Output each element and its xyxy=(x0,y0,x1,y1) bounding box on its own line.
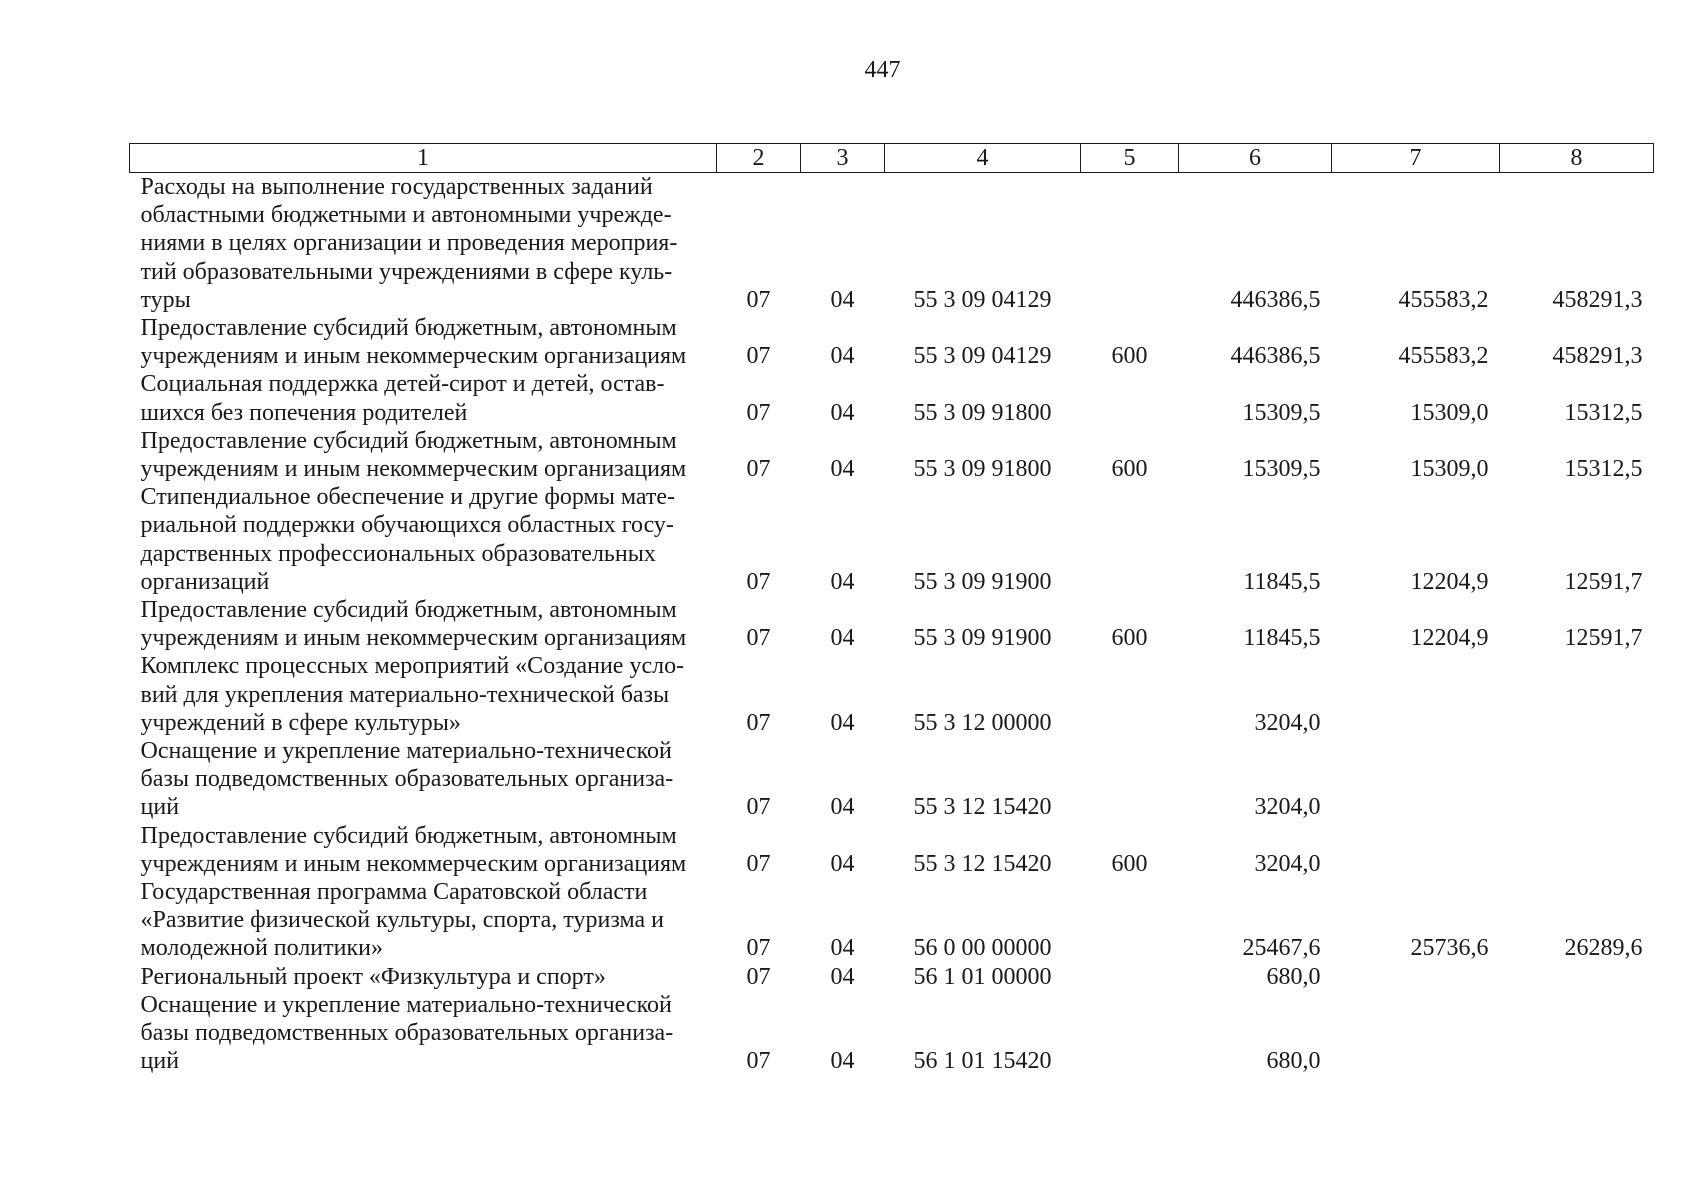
row-sum-2 xyxy=(1332,652,1500,737)
row-name: Расходы на выполнение государственных заданий областными бюджетными и автономными учрежде- ниями в целях организации и проведения мероприя- тий образовательными учреждениями в сфере куль- туры xyxy=(140,174,678,313)
row-pr: 04 xyxy=(830,794,855,821)
table-row xyxy=(130,596,1654,652)
row-rz: 07 xyxy=(746,399,771,426)
row-sum-3: 12591,7 xyxy=(1564,568,1643,595)
table-row xyxy=(130,737,1654,822)
row-sum-1: 3204,0 xyxy=(1254,794,1321,821)
row-pr: 04 xyxy=(830,963,855,990)
header-col-2: 2 xyxy=(717,144,801,173)
row-rz: 07 xyxy=(746,568,771,595)
header-col-4: 4 xyxy=(885,144,1081,173)
row-sum-1: 446386,5 xyxy=(1230,343,1321,370)
row-sum-3: 458291,3 xyxy=(1552,343,1643,370)
row-vr xyxy=(1081,173,1179,315)
row-sum-1: 25467,6 xyxy=(1242,935,1321,962)
row-sum-3: 458291,3 xyxy=(1552,286,1643,313)
row-rz: 07 xyxy=(746,794,771,821)
row-csr: 55 3 09 04129 xyxy=(913,286,1052,313)
row-name: Предоставление субсидий бюджетным, автономным учреждениям и иным некоммерческим организациям xyxy=(140,597,687,652)
row-rz: 07 xyxy=(746,625,771,652)
row-sum-1: 11845,5 xyxy=(1243,568,1321,595)
table-row xyxy=(130,963,1654,991)
row-sum-2: 455583,2 xyxy=(1398,286,1489,313)
row-sum-1: 15309,5 xyxy=(1242,399,1321,426)
row-pr: 04 xyxy=(830,399,855,426)
page-number: 447 xyxy=(864,57,901,83)
row-rz: 07 xyxy=(746,343,771,370)
row-vr xyxy=(1081,370,1179,426)
row-sum-1: 680,0 xyxy=(1266,1048,1321,1075)
row-pr: 04 xyxy=(830,568,855,595)
table-row xyxy=(130,173,1654,315)
row-name: Государственная программа Саратовской области «Развитие физической культуры, спорта, туризма и молодежной политики» xyxy=(140,879,664,962)
row-sum-1: 11845,5 xyxy=(1243,625,1321,652)
row-sum-2: 12204,9 xyxy=(1410,625,1489,652)
row-rz: 07 xyxy=(746,456,771,483)
row-csr: 55 3 12 00000 xyxy=(913,709,1052,736)
table-body xyxy=(130,173,1654,1076)
row-csr: 56 1 01 15420 xyxy=(913,1048,1052,1075)
header-col-1: 1 xyxy=(130,144,717,173)
row-vr xyxy=(1081,652,1179,737)
row-name: Региональный проект «Физкультура и спорт» xyxy=(140,963,606,990)
row-rz: 07 xyxy=(746,935,771,962)
row-csr: 55 3 09 91900 xyxy=(913,625,1052,652)
row-sum-3: 26289,6 xyxy=(1564,935,1643,962)
row-sum-3 xyxy=(1500,822,1654,878)
row-sum-3 xyxy=(1500,991,1654,1076)
row-sum-2 xyxy=(1332,822,1500,878)
row-pr: 04 xyxy=(830,456,855,483)
row-vr xyxy=(1081,483,1179,596)
row-pr: 04 xyxy=(830,935,855,962)
row-name: Предоставление субсидий бюджетным, автономным учреждениям и иным некоммерческим организациям xyxy=(140,315,687,370)
row-csr: 55 3 12 15420 xyxy=(913,850,1052,877)
row-sum-2: 12204,9 xyxy=(1410,568,1489,595)
row-sum-1: 446386,5 xyxy=(1230,286,1321,313)
table-row xyxy=(130,314,1654,370)
header-col-7: 7 xyxy=(1332,144,1500,173)
row-sum-3: 15312,5 xyxy=(1564,456,1643,483)
row-sum-1: 3204,0 xyxy=(1254,709,1321,736)
row-name: Оснащение и укрепление материально-технической базы подведомственных образовательных организа- ций xyxy=(140,991,674,1075)
row-csr: 55 3 09 04129 xyxy=(913,343,1052,370)
row-csr: 55 3 12 15420 xyxy=(913,794,1052,821)
row-name: Предоставление субсидий бюджетным, автономным учреждениям и иным некоммерческим организациям xyxy=(140,822,687,877)
row-name: Оснащение и укрепление материально-технической базы подведомственных образовательных организа- ций xyxy=(140,738,674,821)
row-pr: 04 xyxy=(830,850,855,877)
row-csr: 56 1 01 00000 xyxy=(913,963,1052,990)
row-csr: 55 3 09 91800 xyxy=(913,456,1052,483)
row-sum-1: 680,0 xyxy=(1266,963,1321,990)
row-csr: 56 0 00 00000 xyxy=(913,935,1052,962)
header-row xyxy=(130,144,1654,173)
row-vr xyxy=(1081,737,1179,822)
header-col-6: 6 xyxy=(1179,144,1332,173)
row-sum-2 xyxy=(1332,991,1500,1076)
row-pr: 04 xyxy=(830,709,855,736)
row-sum-2: 15309,0 xyxy=(1410,456,1489,483)
row-vr: 600 xyxy=(1111,850,1148,877)
row-vr: 600 xyxy=(1111,456,1148,483)
budget-table xyxy=(129,143,1654,1076)
row-sum-2 xyxy=(1332,963,1500,991)
row-rz: 07 xyxy=(746,1048,771,1075)
row-sum-3: 15312,5 xyxy=(1564,399,1643,426)
table-row xyxy=(130,878,1654,963)
header-col-5: 5 xyxy=(1081,144,1179,173)
row-pr: 04 xyxy=(830,286,855,313)
row-rz: 07 xyxy=(746,850,771,877)
row-sum-2 xyxy=(1332,737,1500,822)
row-vr xyxy=(1081,963,1179,991)
row-sum-1: 3204,0 xyxy=(1254,850,1321,877)
row-pr: 04 xyxy=(830,343,855,370)
row-sum-1: 15309,5 xyxy=(1242,456,1321,483)
table-row xyxy=(130,427,1654,483)
row-sum-2: 15309,0 xyxy=(1410,399,1489,426)
table-row xyxy=(130,370,1654,426)
row-sum-2: 25736,6 xyxy=(1410,935,1489,962)
row-name: Стипендиальное обеспечение и другие формы мате- риальной поддержки обучающихся областных госу- дарственных профессиональных образовательных организаций xyxy=(140,484,676,595)
row-vr: 600 xyxy=(1111,625,1148,652)
table-row xyxy=(130,483,1654,596)
row-vr: 600 xyxy=(1111,343,1148,370)
row-rz: 07 xyxy=(746,963,771,990)
row-sum-2: 455583,2 xyxy=(1398,343,1489,370)
table-row xyxy=(130,652,1654,737)
row-name: Социальная поддержка детей-сирот и детей, остав- шихся без попечения родителей xyxy=(140,371,665,426)
row-sum-3 xyxy=(1500,963,1654,991)
row-name: Предоставление субсидий бюджетным, автономным учреждениям и иным некоммерческим организациям xyxy=(140,427,687,483)
row-pr: 04 xyxy=(830,625,855,652)
row-rz: 07 xyxy=(746,709,771,736)
row-vr xyxy=(1081,991,1179,1076)
header-col-8: 8 xyxy=(1500,144,1654,173)
row-pr: 04 xyxy=(830,1048,855,1075)
row-sum-3: 12591,7 xyxy=(1564,625,1643,652)
row-vr xyxy=(1081,878,1179,963)
row-csr: 55 3 09 91800 xyxy=(913,399,1052,426)
row-sum-3 xyxy=(1500,652,1654,737)
row-rz: 07 xyxy=(746,286,771,313)
table-row xyxy=(130,991,1654,1076)
row-name: Комплекс процессных мероприятий «Создание усло- вий для укрепления материально-технической базы учреждений в сфере культуры» xyxy=(140,653,685,736)
table-header xyxy=(130,144,1654,173)
row-sum-3 xyxy=(1500,737,1654,822)
table-row xyxy=(130,822,1654,878)
row-csr: 55 3 09 91900 xyxy=(913,568,1052,595)
header-col-3: 3 xyxy=(801,144,885,173)
